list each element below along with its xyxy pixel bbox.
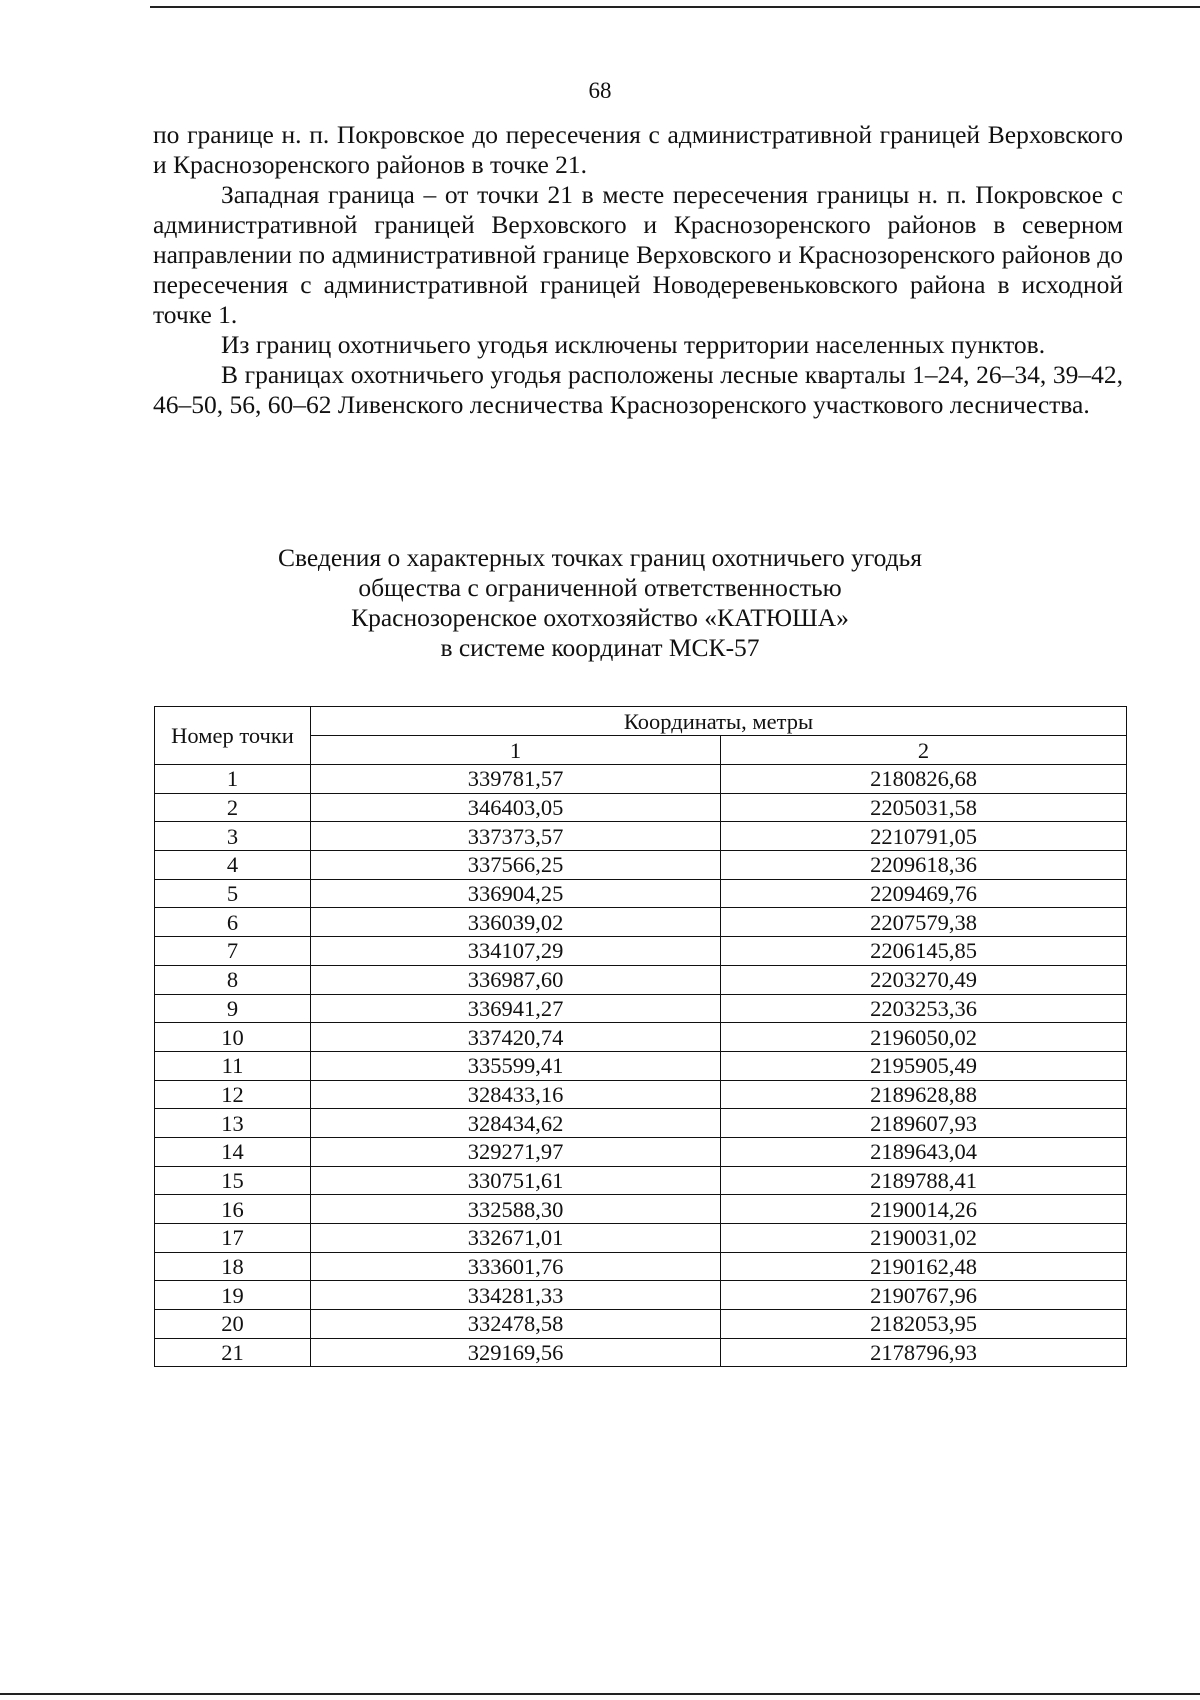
coordinate-1-cell: 337373,57: [311, 822, 721, 851]
point-number-cell: 14: [155, 1137, 311, 1166]
body-text: [153, 120, 1123, 420]
coordinate-2-cell: 2189788,41: [721, 1166, 1127, 1195]
point-number-cell: 12: [155, 1080, 311, 1109]
table-row: [155, 1310, 1127, 1339]
coordinate-2-cell: 2190162,48: [721, 1252, 1127, 1281]
coordinate-2-cell: 2180826,68: [721, 765, 1127, 794]
coordinate-1-cell: 328433,16: [311, 1080, 721, 1109]
coordinate-1-cell: 336904,25: [311, 879, 721, 908]
table-body: [155, 765, 1127, 1367]
table-row: [155, 822, 1127, 851]
table-row: [155, 879, 1127, 908]
coordinate-2-cell: 2207579,38: [721, 908, 1127, 937]
coordinate-2-cell: 2190767,96: [721, 1281, 1127, 1310]
point-number-cell: 13: [155, 1109, 311, 1138]
coordinate-2-cell: 2209469,76: [721, 879, 1127, 908]
table-row: [155, 965, 1127, 994]
point-number-cell: 21: [155, 1338, 311, 1367]
coordinate-1-cell: 332478,58: [311, 1310, 721, 1339]
coordinate-2-cell: 2210791,05: [721, 822, 1127, 851]
header-sub-1: 1: [311, 736, 721, 765]
table-row: [155, 1080, 1127, 1109]
table-row: [155, 1224, 1127, 1253]
header-point-number: Номер точки: [155, 707, 311, 765]
point-number-cell: 15: [155, 1166, 311, 1195]
coordinate-1-cell: 332588,30: [311, 1195, 721, 1224]
point-number-cell: 8: [155, 965, 311, 994]
coordinate-2-cell: 2206145,85: [721, 937, 1127, 966]
coordinate-1-cell: 332671,01: [311, 1224, 721, 1253]
point-number-cell: 3: [155, 822, 311, 851]
coordinate-1-cell: 334107,29: [311, 937, 721, 966]
top-border-line: [150, 6, 1200, 8]
coordinate-2-cell: 2195905,49: [721, 1051, 1127, 1080]
table-row: [155, 937, 1127, 966]
coordinate-1-cell: 329169,56: [311, 1338, 721, 1367]
table-row: [155, 1166, 1127, 1195]
point-number-cell: 17: [155, 1224, 311, 1253]
point-number-cell: 20: [155, 1310, 311, 1339]
coordinate-1-cell: 336987,60: [311, 965, 721, 994]
table-row: [155, 1109, 1127, 1138]
table-row: [155, 1252, 1127, 1281]
table-heading: [0, 543, 1200, 663]
point-number-cell: 7: [155, 937, 311, 966]
point-number-cell: 11: [155, 1051, 311, 1080]
coordinate-1-cell: 336039,02: [311, 908, 721, 937]
table-row: [155, 1281, 1127, 1310]
heading-line-3: Краснозоренское охотхозяйство «КАТЮША»: [351, 603, 849, 632]
heading-line-4: в системе координат МСК-57: [440, 633, 760, 662]
table-row: [155, 908, 1127, 937]
coordinate-1-cell: 346403,05: [311, 793, 721, 822]
coordinate-2-cell: 2203270,49: [721, 965, 1127, 994]
point-number-cell: 10: [155, 1023, 311, 1052]
point-number-cell: 6: [155, 908, 311, 937]
coordinate-1-cell: 337420,74: [311, 1023, 721, 1052]
page-number: 68: [588, 78, 612, 103]
coordinates-table: [154, 706, 1127, 1367]
heading-line-2: общества с ограниченной ответственностью: [358, 573, 842, 602]
bottom-border-line: [0, 1693, 1200, 1695]
table-row: [155, 1051, 1127, 1080]
coordinate-1-cell: 334281,33: [311, 1281, 721, 1310]
point-number-cell: 9: [155, 994, 311, 1023]
header-coordinates: Координаты, метры: [311, 707, 1127, 736]
coordinate-2-cell: 2205031,58: [721, 793, 1127, 822]
paragraph-forest-quarters: В границах охотничьего угодья расположены лесные кварталы 1–24, 26–34, 39–42, 46–50, 56, 60–62 Ливенского лесничества Краснозоренского участкового лесничества.: [153, 360, 1123, 419]
table-row: [155, 1195, 1127, 1224]
table-row: [155, 793, 1127, 822]
coordinate-1-cell: 335599,41: [311, 1051, 721, 1080]
coordinate-2-cell: 2190014,26: [721, 1195, 1127, 1224]
point-number-cell: 16: [155, 1195, 311, 1224]
point-number-cell: 5: [155, 879, 311, 908]
coordinate-2-cell: 2209618,36: [721, 851, 1127, 880]
paragraph-west-border: Западная граница – от точки 21 в месте пересечения границы н. п. Покровское с административной границей Верховского и Краснозоренского районов в северном направлении по административной границе Верховского и Краснозоренского районов до пересечения с административной границей Новодеревеньковского района в исходной точке 1.: [153, 180, 1123, 329]
paragraph-continuation: по границе н. п. Покровское до пересечения с административной границей Верховского и Краснозоренского районов в точке 21.: [153, 120, 1123, 179]
coordinate-1-cell: 330751,61: [311, 1166, 721, 1195]
coordinate-1-cell: 329271,97: [311, 1137, 721, 1166]
coordinate-2-cell: 2203253,36: [721, 994, 1127, 1023]
table-row: [155, 765, 1127, 794]
coordinate-1-cell: 336941,27: [311, 994, 721, 1023]
point-number-cell: 4: [155, 851, 311, 880]
coordinate-2-cell: 2189607,93: [721, 1109, 1127, 1138]
point-number-cell: 1: [155, 765, 311, 794]
coordinate-2-cell: 2182053,95: [721, 1310, 1127, 1339]
table-row: [155, 1338, 1127, 1367]
coordinate-2-cell: 2189628,88: [721, 1080, 1127, 1109]
heading-line-1: Сведения о характерных точках границ охотничьего угодья: [277, 543, 923, 572]
point-number-cell: 18: [155, 1252, 311, 1281]
coordinate-1-cell: 333601,76: [311, 1252, 721, 1281]
header-sub-2: 2: [721, 736, 1127, 765]
paragraph-exclusions: Из границ охотничьего угодья исключены территории населенных пунктов.: [221, 330, 1046, 359]
coordinate-1-cell: 337566,25: [311, 851, 721, 880]
coordinate-2-cell: 2189643,04: [721, 1137, 1127, 1166]
coordinate-2-cell: 2196050,02: [721, 1023, 1127, 1052]
coordinate-1-cell: 339781,57: [311, 765, 721, 794]
table-row: [155, 851, 1127, 880]
table-row: [155, 1023, 1127, 1052]
coordinate-2-cell: 2190031,02: [721, 1224, 1127, 1253]
coordinate-1-cell: 328434,62: [311, 1109, 721, 1138]
table-row: [155, 1137, 1127, 1166]
table-row: [155, 994, 1127, 1023]
point-number-cell: 19: [155, 1281, 311, 1310]
point-number-cell: 2: [155, 793, 311, 822]
coordinate-2-cell: 2178796,93: [721, 1338, 1127, 1367]
